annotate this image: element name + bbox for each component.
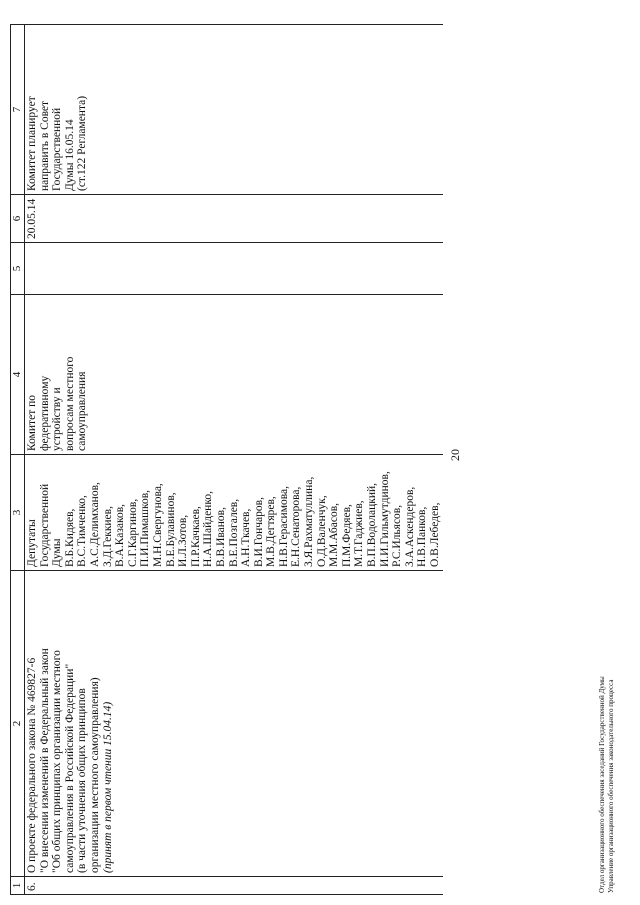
initiators bbox=[25, 455, 443, 571]
initiator-line: А.С.Делимханов, bbox=[88, 482, 101, 567]
initiator-line: О.В.Лебедев, bbox=[429, 502, 441, 567]
title-line: организации местного самоуправления) bbox=[88, 677, 101, 873]
bill-title bbox=[25, 571, 443, 877]
initiator-line: И.Л.Зотов, bbox=[177, 514, 190, 567]
committee-line: Комитет по bbox=[26, 395, 38, 451]
committee-line: устройству и bbox=[51, 387, 64, 451]
initiator-line: М.М.Абасов, bbox=[328, 502, 341, 567]
initiator-line: А.Н.Ткачев, bbox=[240, 508, 253, 567]
header-col-4: 4 bbox=[11, 295, 25, 455]
initiator-line: В.В.Иванов, bbox=[214, 507, 227, 567]
date-cell: 20.05.14 bbox=[25, 195, 443, 243]
initiator-line: З.Я.Рахматуллина, bbox=[303, 476, 316, 567]
note-line: Думы 16.05.14 bbox=[63, 119, 76, 191]
header-col-3: 3 bbox=[11, 455, 25, 571]
initiator-line: Государственной bbox=[38, 483, 51, 567]
title-line: О проекте федерального закона № 469827-6 bbox=[26, 657, 38, 873]
initiator-line: Думы bbox=[51, 538, 64, 567]
initiator-line: З.А.Аскендеров, bbox=[403, 486, 416, 567]
initiator-line: В.С.Тимченко, bbox=[76, 495, 89, 567]
col-5-cell bbox=[25, 243, 443, 295]
initiator-line: И.И.Гильмутдинов, bbox=[378, 471, 391, 567]
initiator-line: В.Е.Булавинов, bbox=[164, 492, 177, 567]
initiator-line: В.А.Казаков, bbox=[114, 503, 127, 567]
note-line: (ст.122 Регламента) bbox=[76, 95, 89, 191]
page-number: 20 bbox=[448, 449, 462, 461]
footer-line: Отдел организационного обеспечения заседаний Государственной Думы bbox=[598, 676, 606, 893]
footer-line: Управление организационного обеспечения законодательного процесса bbox=[606, 679, 615, 893]
initiator-line: Депутаты bbox=[26, 519, 38, 567]
initiator-line: В.П.Водолацкий, bbox=[366, 482, 379, 567]
title-line: "Об общих принципах организации местного bbox=[51, 650, 64, 873]
initiator-line: М.Н.Свергунова, bbox=[151, 483, 164, 567]
initiator-line: Р.С.Ильясов, bbox=[391, 504, 404, 567]
initiator-line: О.Д.Валенчук, bbox=[315, 495, 328, 567]
header-col-1: 1 bbox=[11, 877, 25, 895]
row-number: 6. bbox=[25, 877, 443, 895]
initiator-line: Н.А.Шайденко, bbox=[202, 491, 215, 567]
first-reading-note: (принят в первом чтении 15.04.14) bbox=[101, 701, 114, 873]
bills-table bbox=[10, 24, 443, 895]
responsible-committee bbox=[25, 295, 443, 455]
initiator-line: В.И.Гончаров, bbox=[252, 497, 265, 567]
title-line: самоуправления в Российской Федерации" bbox=[63, 663, 76, 873]
initiator-line: Н.В.Панков, bbox=[416, 506, 429, 567]
committee-line: самоуправления bbox=[76, 371, 89, 451]
initiator-line: В.Б.Кидяев, bbox=[63, 508, 76, 567]
note-cell bbox=[25, 25, 443, 195]
initiator-line: П.Р.Качкаев, bbox=[189, 506, 202, 567]
header-col-6: 6 bbox=[11, 195, 25, 243]
initiator-line: П.И.Пимашков, bbox=[139, 489, 152, 567]
initiator-line: Н.В.Герасимова, bbox=[277, 486, 290, 567]
committee-line: федеративному bbox=[38, 375, 51, 451]
note-line: Комитет планирует bbox=[26, 96, 38, 191]
table-row bbox=[25, 25, 443, 895]
initiator-line: П.М.Федяев, bbox=[340, 504, 353, 567]
initiator-line: М.В.Дегтярев, bbox=[265, 496, 278, 567]
header-row bbox=[11, 25, 25, 895]
footer bbox=[598, 676, 615, 893]
note-line: направить в Совет bbox=[38, 100, 51, 191]
title-line: (в части уточнения общих принципов bbox=[76, 688, 89, 873]
committee-line: вопросам местного bbox=[63, 356, 76, 451]
note-line: Государственной bbox=[51, 107, 64, 191]
initiator-line: Е.Н.Сенаторова, bbox=[290, 486, 303, 567]
initiator-line: С.Г.Каргинов, bbox=[126, 498, 139, 567]
initiator-line: В.Е.Позгалев, bbox=[227, 498, 240, 567]
header-col-2: 2 bbox=[11, 571, 25, 877]
initiator-line: М.Т.Гаджиев, bbox=[353, 500, 366, 567]
initiator-line: З.Д.Геккиев, bbox=[101, 506, 114, 567]
title-line: "О внесении изменений в Федеральный закон bbox=[38, 648, 51, 873]
header-col-7: 7 bbox=[11, 25, 25, 195]
header-col-5: 5 bbox=[11, 243, 25, 295]
